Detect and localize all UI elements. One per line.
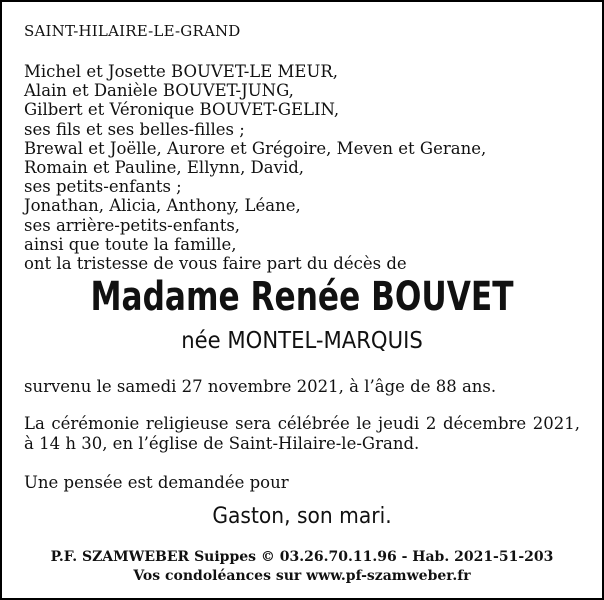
date-of-death: survenu le samedi 27 novembre 2021, à l’âge de 88 ans. — [24, 377, 497, 396]
husband-name: Gaston, son mari. — [212, 504, 392, 529]
thought-request: Une pensée est demandée pour — [24, 473, 289, 492]
family-line: Brewal et Joëlle, Aurore et Grégoire, Meven et Gerane, — [24, 138, 487, 158]
condolences-website: Vos condoléances sur www.pf-szamweber.fr — [133, 568, 471, 584]
family-line: Jonathan, Alicia, Anthony, Léane, — [24, 196, 301, 216]
family-line: Gilbert et Véronique BOUVET-GELIN, — [24, 100, 340, 120]
family-line: ses arrière-petits-enfants, — [24, 215, 241, 235]
family-line: Romain et Pauline, Ellynn, David, — [24, 158, 305, 178]
family-line: ses petits-enfants ; — [24, 177, 182, 197]
funeral-home-contact: P.F. SZAMWEBER Suippes © 03.26.70.11.96 - Hab. 2021-51-203 — [50, 549, 554, 565]
family-line: ont la tristesse de vous faire part du décès de — [24, 254, 407, 274]
funeral-home-footer — [2, 548, 602, 586]
ceremony-info: La cérémonie religieuse sera célébrée le jeudi 2 décembre 2021, à 14 h 30, en l’église de Saint-Hilaire-le-Grand. — [24, 414, 580, 453]
maiden-name: née MONTEL-MARQUIS — [181, 328, 423, 354]
family-line: Michel et Josette BOUVET-LE MEUR, — [24, 62, 339, 81]
family-line: Alain et Danièle BOUVET-JUNG, — [24, 81, 294, 101]
family-list — [24, 62, 486, 273]
town-heading: SAINT-HILAIRE-LE-GRAND — [24, 22, 241, 40]
deceased-name: Madame Renée BOUVET — [90, 274, 514, 320]
family-line: ses fils et ses belles-filles ; — [24, 119, 245, 139]
family-line: ainsi que toute la famille, — [24, 234, 237, 254]
